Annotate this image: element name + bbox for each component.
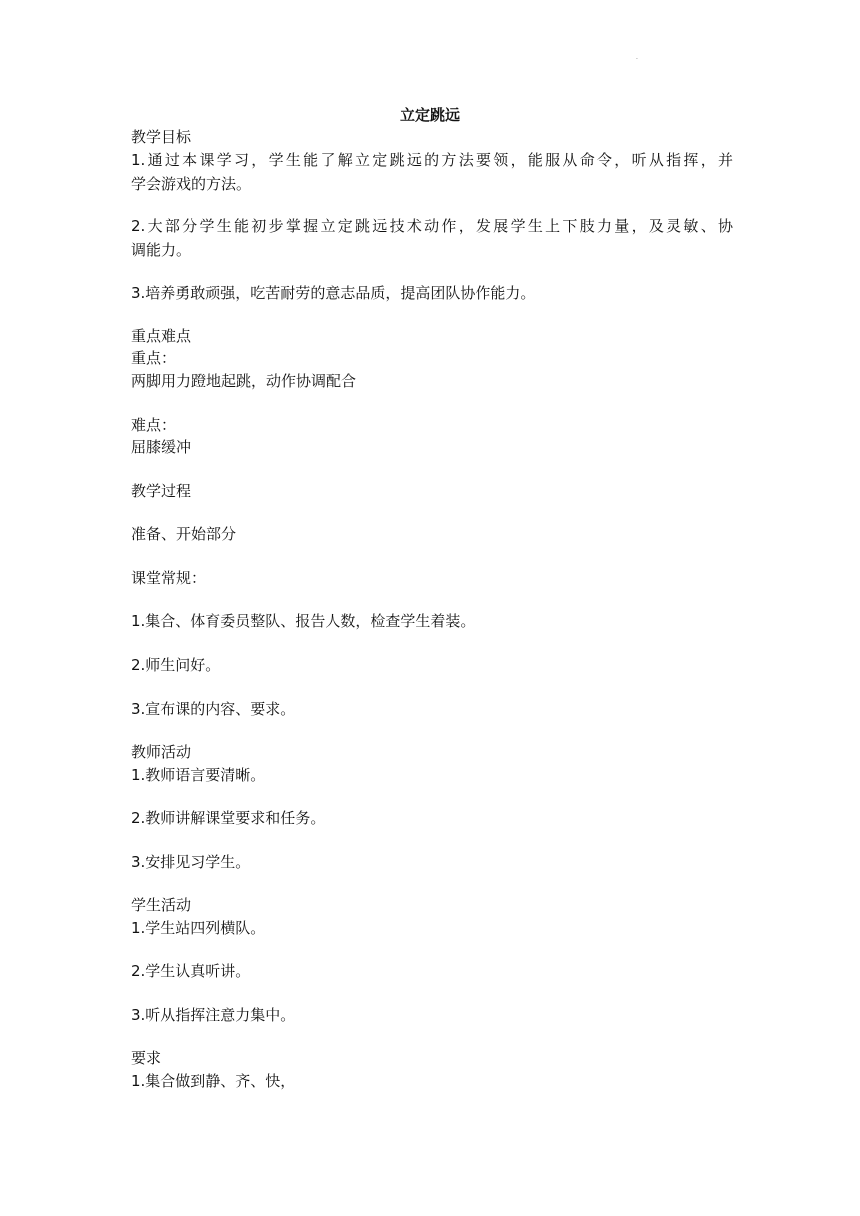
section-heading-student: 学生活动 [131,896,192,914]
section-heading-requirements: 要求 [131,1049,162,1067]
section-heading-teacher: 教师活动 [131,743,192,761]
difficult-point-label: 难点： [131,416,177,434]
routine-item: 1.集合、体育委员整队、报告人数，检查学生着装。 [131,612,476,630]
goal-item-1-line-2: 学会游戏的方法。 [131,175,252,193]
student-item: 2.学生认真听讲。 [131,962,251,980]
teacher-item: 1.教师语言要清晰。 [131,766,266,784]
teacher-item: 2.教师讲解课堂要求和任务。 [131,809,326,827]
student-item: 1.学生站四列横队。 [131,919,266,937]
goal-item-2-line-2: 调能力。 [131,241,192,259]
requirement-item: 1.集合做到静、齐、快， [131,1072,296,1090]
student-item: 3.听从指挥注意力集中。 [131,1006,296,1024]
section-heading-key-points: 重点难点 [131,327,192,345]
key-point-label: 重点： [131,349,177,367]
routine-item: 2.师生问好。 [131,656,221,674]
process-section-title: 准备、开始部分 [131,525,237,543]
difficult-point-text: 屈膝缓冲 [131,438,192,456]
key-point-text: 两脚用力蹬地起跳，动作协调配合 [131,372,357,390]
header-mark: · [636,56,638,63]
goal-item-1-line-1: 1.通过本课学习，学生能了解立定跳远的方法要领，能服从命令，听从指挥，并 [131,151,733,169]
routine-label: 课堂常规： [131,569,207,587]
goal-item-3: 3.培养勇敢顽强，吃苦耐劳的意志品质，提高团队协作能力。 [131,284,536,302]
goal-item-2-line-1: 2.大部分学生能初步掌握立定跳远技术动作，发展学生上下肢力量，及灵敏、协 [131,217,733,235]
routine-item: 3.宣布课的内容、要求。 [131,700,296,718]
section-heading-process: 教学过程 [131,482,192,500]
section-heading-goals: 教学目标 [131,128,192,146]
teacher-item: 3.安排见习学生。 [131,853,251,871]
page-title: 立定跳远 [399,106,460,124]
